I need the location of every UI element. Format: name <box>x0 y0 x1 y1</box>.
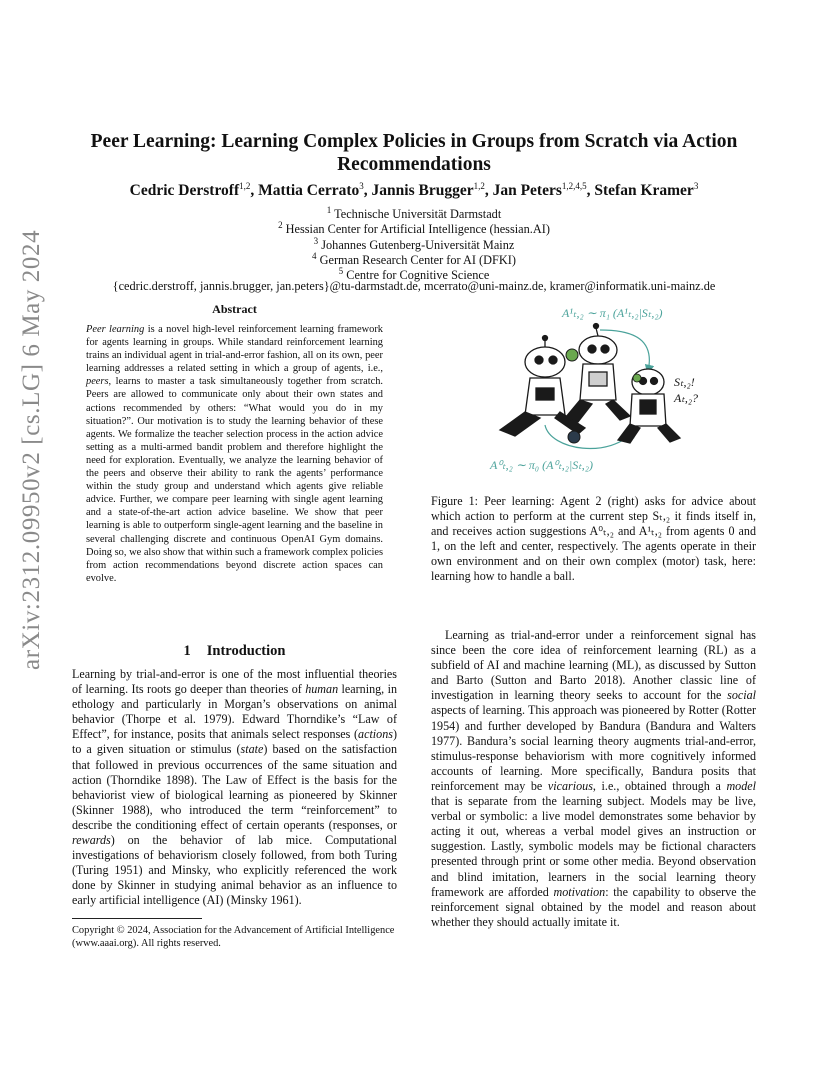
abstract-part: is a novel high-level reinforcement learning framework for agents learning in groups. While standard reinforcement learning trains an individual agent in trial-and-error fashion, all on its own, peer learning addresses a related setting in which a group of agents, i.e., <box>86 324 383 375</box>
affiliation-sup: 2 <box>278 220 283 231</box>
green-ball-right <box>633 374 641 382</box>
figure-label-action: Aₜ,₂? <box>674 391 699 405</box>
copyright-footnote: Copyright © 2024, Association for the Advancement of Artificial Intelligence (www.aaai.org). All rights reserved. <box>72 925 395 949</box>
intro-paragraph-left <box>72 667 397 909</box>
text-run: ) on the behavior of lab mice. Computational investigations of behaviorism closely followed, from both Turing (Turing 1951) and Minsky, who explicitly referenced the work done by Skinner in studying animal behavior as an influence to early artificial intelligence (AI) (Minsky 1961). <box>72 833 397 908</box>
text-emphasis: vicarious <box>547 778 593 793</box>
text-run: , i.e., obtained through a <box>592 778 727 793</box>
paper-title: Peer Learning: Learning Complex Policies in Groups from Scratch via Action Recommendations <box>90 131 738 175</box>
author-list <box>70 181 758 200</box>
affiliation <box>70 264 758 283</box>
affiliation <box>70 203 758 222</box>
text-run: ) to a given situation or stimulus ( <box>72 727 397 757</box>
abstract-part: , learns to master a task simultaneously together from scratch. Peers are allowed to communicate only about their own states and actions recommended by others: “What would you do in my situation?”. Our motivation is to study the learning behavior of these agents. We formalize the teacher selection process in the action advice setting as a multi-armed bandit problem and therefore highlight the need for exploration. Eventually, we analyze the learning behavior of the peers and observe their ability to rank the agents’ performance within the study group and understand which agents give reliable advice. Further, we compare peer learning with single agent learning and a state-of-the-art action advice baseline. We show that peer learning is able to outperform single-agent learning and the baseline in several challenging discrete and continuous OpenAI Gym domains. Doing so, we also show that within such a framework complex policies from action recommendations beyond discrete action spaces can evolve. <box>86 376 383 584</box>
caption-prefix: Figure 1: <box>431 494 485 508</box>
abstract-emphasis: peers <box>86 376 109 388</box>
text-run: : the capability to observe the reinforcement signal obtained by the model and reason about whether they should actually imitate it. <box>431 884 756 929</box>
text-run: aspects of learning. This approach was pioneered by Rotter (Rotter 1954) and further developed by Bandura (Bandura and Walters 1977). Bandura’s social learning theory augments trial-and-error, stimulus-response behaviorism with more cognitively informed accounts of learning. More specifically, Bandura posits that reinforcement may be <box>431 703 756 793</box>
robot-agent-2 <box>618 369 680 443</box>
author-separator: , <box>484 182 493 200</box>
text-run: Learning by trial-and-error is one of the most influential theories of learning. Its roots go deeper than theories of <box>72 667 397 697</box>
robot-agent-1 <box>565 324 630 423</box>
author-separator: , <box>250 182 259 200</box>
arxiv-sidebar-identifier: arXiv:2312.09950v2 [cs.LG] 6 May 2024 <box>18 229 45 670</box>
dark-ball <box>568 431 580 443</box>
text-emphasis: state <box>240 742 264 757</box>
figure-1-illustration <box>470 300 720 480</box>
author-affil-sup: 1,2 <box>473 181 485 191</box>
peer-robots-drawing <box>470 300 720 480</box>
text-run: that is separate from the learning subject. Models may be live, verbal or symbolic: a live model demonstrates some behavior by acting it out, whereas a verbal model gives an instruction or suggestion. Lastly, symbolic models may be fictional characters presented through print or some other media. Beyond observation and blind imitation, learners in the social learning theory framework are afforded <box>431 794 756 899</box>
affiliation-sup: 4 <box>312 250 317 261</box>
affiliation <box>70 249 758 267</box>
text-run: Learning as trial-and-error under a reinforcement signal has since been the core idea of reinforcement learning (RL) as a subfield of AI and machine learning (ML), as discussed by Sutton and Barto (Sutton and Barto 2018). Another classic line of investigation in learning theory seeks to account for the <box>431 628 756 703</box>
text-emphasis: social <box>727 688 756 703</box>
figure-label-top: A¹ₜ,₂ ∼ π₁ (A¹ₜ,₂|Sₜ,₂) <box>562 306 663 320</box>
figure-label-state: Sₜ,₂! <box>674 375 695 389</box>
affiliation-text: Centre for Cognitive Science <box>343 268 490 283</box>
intro-paragraph-right <box>431 628 756 930</box>
author-affil-sup: 3 <box>693 181 699 191</box>
author-name: Jannis Brugger <box>371 182 474 200</box>
abstract-text <box>86 323 383 585</box>
text-run: learning, in ethology and particularly in Morgan’s observations on animal behavior (Thorpe et al. 1979). Edward Thorndike’s “Law of Effect”, for instance, posits that animals select responses ( <box>72 682 397 742</box>
affiliation-sup: 5 <box>338 266 344 277</box>
author-affil-sup: 1,2,4,5 <box>561 181 587 191</box>
figure-label-bottom: A⁰ₜ,₂ ∼ π₀ (A⁰ₜ,₂|Sₜ,₂) <box>490 458 593 472</box>
affiliation-sup: 1 <box>326 205 332 215</box>
text-emphasis: actions <box>358 727 393 742</box>
text-emphasis: human <box>305 682 339 697</box>
section-title: Introduction <box>206 643 286 659</box>
author-separator: , <box>586 182 595 200</box>
author-separator: , <box>363 182 372 200</box>
affiliation-text: Johannes Gutenberg-Universität Mainz <box>318 237 515 252</box>
author-affil-sup: 1,2 <box>239 181 251 191</box>
affiliation-sup: 3 <box>313 235 319 246</box>
text-emphasis: rewards <box>72 833 111 848</box>
author-emails: {cedric.derstroff, jannis.brugger, jan.peters}@tu-darmstadt.de, mcerrato@uni-mainz.de, kramer@informatik.uni-mainz.de <box>112 279 716 294</box>
abstract-lead: Peer learning <box>86 324 145 335</box>
author-name: Mattia Cerrato <box>258 182 360 200</box>
affiliation-block <box>70 203 758 295</box>
affiliation-text: Technische Universität Darmstadt <box>331 207 502 222</box>
section-number: 1 <box>183 643 191 659</box>
author-affil-sup: 3 <box>359 181 364 191</box>
caption-text: Peer learning: Agent 2 (right) asks for advice about which action to perform at the current step Sₜ,₂ it finds itself in, and receives action suggestions A⁰ₜ,₂ and A¹ₜ,₂ from agents 0 and 1, on the left and center, respectively. The agents operate in their own environment and on their own complex (motor) task, here: learning how to handle a ball. <box>431 494 756 584</box>
text-emphasis: model <box>726 778 756 793</box>
affiliation <box>70 234 758 252</box>
footnote-rule <box>72 918 202 919</box>
abstract-heading: Abstract <box>212 302 257 316</box>
author-name: Jan Peters <box>492 182 562 200</box>
affiliation <box>70 218 758 237</box>
green-ball <box>566 349 578 361</box>
text-emphasis: motivation <box>553 884 606 899</box>
author-name: Stefan Kramer <box>594 182 694 200</box>
text-run: ) based on the satisfaction that followed in previous occurrences of the same situation and action (Thorndike 1898). The Law of Effect is the basis for the behaviorist view of biological learning as pioneered by Skinner (Skinner 1988), who introduced the term “reinforcement” to describe the conditioning effect of certain operants (responses, or <box>72 742 397 832</box>
section-heading <box>72 643 397 660</box>
affiliation-text: Hessian Center for Artificial Intelligence (hessian.AI) <box>282 222 550 237</box>
author-name: Cedric Derstroff <box>129 182 240 200</box>
affiliation-text: German Research Center for AI (DFKI) <box>316 252 516 267</box>
figure-1-caption <box>431 494 756 585</box>
